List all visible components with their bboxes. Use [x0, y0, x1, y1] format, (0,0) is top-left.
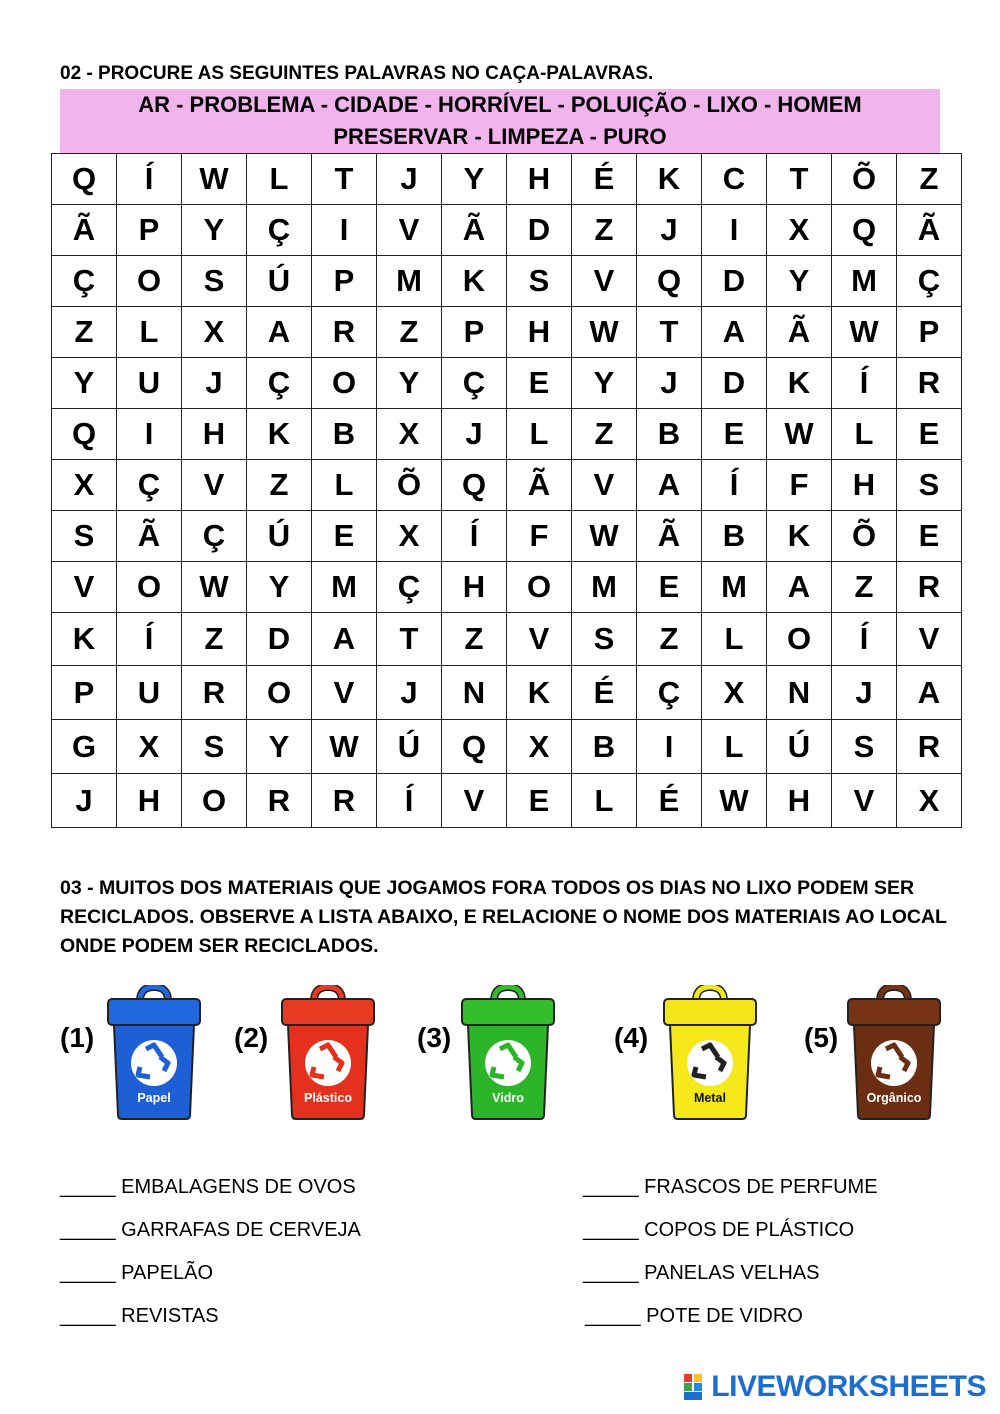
grid-cell[interactable]: P — [312, 256, 377, 307]
grid-cell[interactable]: W — [702, 774, 767, 828]
grid-cell[interactable]: É — [637, 774, 702, 828]
grid-cell[interactable]: Q — [637, 256, 702, 307]
grid-cell[interactable]: X — [507, 720, 572, 774]
grid-cell[interactable]: N — [767, 666, 832, 720]
grid-cell[interactable]: W — [572, 511, 637, 562]
grid-cell[interactable]: Ã — [52, 205, 117, 256]
grid-cell[interactable]: V — [897, 613, 962, 666]
grid-cell[interactable]: Õ — [377, 460, 442, 511]
grid-cell[interactable]: W — [832, 307, 897, 358]
grid-cell[interactable]: M — [702, 562, 767, 613]
grid-cell[interactable]: K — [767, 511, 832, 562]
word-search-grid — [51, 153, 962, 828]
recycling-bin-organic — [846, 985, 942, 1121]
grid-cell[interactable]: U — [117, 666, 182, 720]
grid-cell[interactable]: Ã — [442, 205, 507, 256]
word-list-line-2: PRESERVAR - LIMPEZA - PURO — [333, 124, 667, 149]
grid-cell[interactable]: Y — [52, 358, 117, 409]
grid-row — [52, 205, 962, 256]
word-list-box — [60, 89, 940, 153]
grid-cell[interactable]: X — [767, 205, 832, 256]
grid-cell[interactable]: Y — [247, 562, 312, 613]
grid-cell[interactable]: E — [312, 511, 377, 562]
grid-cell[interactable]: J — [442, 409, 507, 460]
grid-cell[interactable]: M — [572, 562, 637, 613]
grid-cell[interactable]: O — [117, 256, 182, 307]
grid-cell[interactable]: Y — [377, 358, 442, 409]
grid-cell[interactable]: Z — [442, 613, 507, 666]
grid-row — [52, 358, 962, 409]
grid-cell[interactable]: B — [572, 720, 637, 774]
grid-cell[interactable]: Ã — [507, 460, 572, 511]
grid-cell[interactable]: T — [312, 154, 377, 205]
grid-cell[interactable]: C — [702, 154, 767, 205]
grid-cell[interactable]: B — [637, 409, 702, 460]
grid-cell[interactable]: R — [312, 307, 377, 358]
grid-cell[interactable]: U — [117, 358, 182, 409]
grid-cell[interactable]: Õ — [832, 511, 897, 562]
grid-cell[interactable]: B — [312, 409, 377, 460]
grid-cell[interactable]: Í — [442, 511, 507, 562]
grid-cell[interactable]: X — [377, 511, 442, 562]
recycle-symbol-icon — [305, 1040, 351, 1086]
grid-cell[interactable]: X — [52, 460, 117, 511]
grid-cell[interactable]: M — [377, 256, 442, 307]
material-item-left-2[interactable]: _____ GARRAFAS DE CERVEJA — [60, 1219, 361, 1241]
grid-cell[interactable]: R — [897, 720, 962, 774]
bin-label: Metal — [694, 1091, 726, 1105]
grid-cell[interactable]: R — [312, 774, 377, 828]
grid-cell[interactable]: E — [507, 774, 572, 828]
grid-cell[interactable]: V — [572, 460, 637, 511]
grid-cell[interactable]: Z — [572, 409, 637, 460]
grid-cell[interactable]: Í — [702, 460, 767, 511]
grid-cell[interactable]: Ç — [377, 562, 442, 613]
grid-cell[interactable]: L — [312, 460, 377, 511]
grid-cell[interactable]: D — [702, 358, 767, 409]
grid-cell[interactable]: Í — [117, 154, 182, 205]
recycle-symbol-icon — [131, 1040, 177, 1086]
grid-cell[interactable]: Z — [572, 205, 637, 256]
bin-number-3: (3) — [417, 1022, 452, 1053]
grid-cell[interactable]: X — [702, 666, 767, 720]
grid-cell[interactable]: V — [832, 774, 897, 828]
grid-cell[interactable]: Y — [767, 256, 832, 307]
grid-cell[interactable]: N — [442, 666, 507, 720]
grid-cell[interactable]: T — [377, 613, 442, 666]
grid-cell[interactable]: Í — [832, 358, 897, 409]
grid-cell[interactable]: Ç — [637, 666, 702, 720]
grid-cell[interactable]: O — [507, 562, 572, 613]
grid-row — [52, 666, 962, 720]
grid-cell[interactable]: K — [637, 154, 702, 205]
grid-cell[interactable]: X — [117, 720, 182, 774]
grid-cell[interactable]: Í — [832, 613, 897, 666]
grid-cell[interactable]: L — [507, 409, 572, 460]
grid-cell[interactable]: B — [702, 511, 767, 562]
bin-number-4: (4) — [614, 1022, 649, 1053]
grid-cell[interactable]: Y — [247, 720, 312, 774]
grid-cell[interactable]: R — [182, 666, 247, 720]
grid-cell[interactable]: P — [52, 666, 117, 720]
grid-cell[interactable]: I — [117, 409, 182, 460]
grid-cell[interactable]: D — [507, 205, 572, 256]
material-item-left-4[interactable]: _____ REVISTAS — [60, 1305, 219, 1327]
grid-cell[interactable]: Y — [442, 154, 507, 205]
question-2-title: 02 - PROCURE AS SEGUINTES PALAVRAS NO CAÇA-PALAVRAS. — [60, 63, 654, 84]
grid-cell[interactable]: O — [312, 358, 377, 409]
liveworksheets-brand[interactable]: LIVEWORKSHEETS — [711, 1370, 986, 1403]
grid-cell[interactable]: F — [767, 460, 832, 511]
grid-cell[interactable]: M — [312, 562, 377, 613]
material-item-left-3[interactable]: _____ PAPELÃO — [60, 1262, 214, 1284]
grid-cell[interactable]: V — [507, 613, 572, 666]
grid-cell[interactable]: S — [897, 460, 962, 511]
grid-cell[interactable]: W — [182, 154, 247, 205]
material-item-right-2[interactable]: _____ COPOS DE PLÁSTICO — [583, 1219, 855, 1241]
grid-cell[interactable]: Í — [117, 613, 182, 666]
grid-cell[interactable]: K — [52, 613, 117, 666]
grid-cell[interactable]: W — [572, 307, 637, 358]
grid-cell[interactable]: O — [247, 666, 312, 720]
grid-cell[interactable]: R — [897, 562, 962, 613]
bin-number-2: (2) — [234, 1022, 269, 1053]
grid-cell[interactable]: P — [117, 205, 182, 256]
grid-cell[interactable]: O — [182, 774, 247, 828]
grid-cell[interactable]: J — [377, 154, 442, 205]
grid-cell[interactable]: E — [507, 358, 572, 409]
grid-cell[interactable]: H — [832, 460, 897, 511]
grid-cell[interactable]: A — [767, 562, 832, 613]
grid-cell[interactable]: Õ — [832, 154, 897, 205]
grid-cell[interactable]: Ã — [117, 511, 182, 562]
grid-cell[interactable]: Q — [442, 720, 507, 774]
material-item-right-3[interactable]: _____ PANELAS VELHAS — [583, 1262, 820, 1284]
grid-cell[interactable]: A — [247, 307, 312, 358]
grid-cell[interactable]: F — [507, 511, 572, 562]
recycling-bin-glass — [460, 985, 556, 1121]
grid-cell[interactable]: V — [52, 562, 117, 613]
bin-number-1: (1) — [60, 1022, 95, 1053]
grid-row — [52, 307, 962, 358]
grid-cell[interactable]: S — [832, 720, 897, 774]
grid-cell[interactable]: X — [377, 409, 442, 460]
grid-cell[interactable]: Ú — [377, 720, 442, 774]
grid-cell[interactable]: L — [702, 613, 767, 666]
grid-cell[interactable]: L — [117, 307, 182, 358]
grid-cell[interactable]: Ú — [247, 256, 312, 307]
grid-cell[interactable]: Ç — [117, 460, 182, 511]
liveworksheets-logo-icon — [684, 1374, 702, 1400]
grid-cell[interactable]: Ç — [442, 358, 507, 409]
grid-cell[interactable]: O — [117, 562, 182, 613]
grid-cell[interactable]: H — [182, 409, 247, 460]
grid-cell[interactable]: L — [572, 774, 637, 828]
grid-cell[interactable]: E — [897, 511, 962, 562]
grid-cell[interactable]: A — [702, 307, 767, 358]
grid-cell[interactable]: W — [182, 562, 247, 613]
grid-cell[interactable]: L — [832, 409, 897, 460]
grid-cell[interactable]: P — [442, 307, 507, 358]
grid-cell[interactable]: Í — [377, 774, 442, 828]
grid-cell[interactable]: Z — [897, 154, 962, 205]
grid-cell[interactable]: T — [637, 307, 702, 358]
grid-cell[interactable]: Ã — [767, 307, 832, 358]
grid-cell[interactable]: S — [52, 511, 117, 562]
recycle-symbol-icon — [687, 1040, 733, 1086]
grid-cell[interactable]: D — [247, 613, 312, 666]
grid-cell[interactable]: S — [182, 720, 247, 774]
question-3-line-3: ONDE PODEM SER RECICLADOS. — [60, 935, 379, 957]
grid-cell[interactable]: Ú — [247, 511, 312, 562]
grid-cell[interactable]: V — [442, 774, 507, 828]
grid-cell[interactable]: W — [767, 409, 832, 460]
grid-cell[interactable]: K — [507, 666, 572, 720]
grid-cell[interactable]: Q — [52, 409, 117, 460]
grid-row — [52, 154, 962, 205]
grid-cell[interactable]: H — [767, 774, 832, 828]
grid-cell[interactable]: M — [832, 256, 897, 307]
bin-label: Papel — [137, 1091, 171, 1105]
grid-cell[interactable]: V — [312, 666, 377, 720]
grid-cell[interactable]: J — [52, 774, 117, 828]
word-list-line-1: AR - PROBLEMA - CIDADE - HORRÍVEL - POLUIÇÃO - LIXO - HOMEM — [138, 92, 862, 117]
grid-cell[interactable]: H — [442, 562, 507, 613]
grid-cell[interactable]: K — [442, 256, 507, 307]
grid-cell[interactable]: Z — [377, 307, 442, 358]
question-3-line-1: 03 - MUITOS DOS MATERIAIS QUE JOGAMOS FORA TODOS OS DIAS NO LIXO PODEM SER — [60, 877, 915, 899]
question-3-line-2: RECICLADOS. OBSERVE A LISTA ABAIXO, E RELACIONE O NOME DOS MATERIAIS AO LOCAL — [60, 906, 947, 928]
grid-cell[interactable]: V — [182, 460, 247, 511]
grid-row — [52, 562, 962, 613]
grid-cell[interactable]: Q — [52, 154, 117, 205]
grid-cell[interactable]: L — [247, 154, 312, 205]
grid-cell[interactable]: Q — [442, 460, 507, 511]
grid-cell[interactable]: D — [702, 256, 767, 307]
grid-cell[interactable]: É — [572, 666, 637, 720]
grid-cell[interactable]: L — [702, 720, 767, 774]
grid-cell[interactable]: Ç — [247, 205, 312, 256]
grid-cell[interactable]: Ã — [897, 205, 962, 256]
grid-cell[interactable]: S — [182, 256, 247, 307]
grid-cell[interactable]: I — [637, 720, 702, 774]
grid-cell[interactable]: H — [507, 154, 572, 205]
question-3-instructions — [60, 874, 950, 961]
grid-cell[interactable]: H — [507, 307, 572, 358]
grid-cell[interactable]: J — [637, 358, 702, 409]
grid-cell[interactable]: Z — [52, 307, 117, 358]
grid-cell[interactable]: E — [637, 562, 702, 613]
grid-cell[interactable]: J — [637, 205, 702, 256]
grid-cell[interactable]: H — [117, 774, 182, 828]
grid-cell[interactable]: Z — [247, 460, 312, 511]
grid-cell[interactable]: Ú — [767, 720, 832, 774]
material-item-right-4[interactable]: _____ POTE DE VIDRO — [585, 1305, 803, 1327]
material-item-right-1[interactable]: _____ FRASCOS DE PERFUME — [583, 1176, 878, 1198]
grid-cell[interactable]: I — [312, 205, 377, 256]
grid-cell[interactable]: E — [897, 409, 962, 460]
grid-cell[interactable]: A — [897, 666, 962, 720]
grid-cell[interactable]: R — [247, 774, 312, 828]
grid-cell[interactable]: X — [897, 774, 962, 828]
grid-cell[interactable]: I — [702, 205, 767, 256]
grid-cell[interactable]: Ç — [182, 511, 247, 562]
grid-row — [52, 256, 962, 307]
grid-cell[interactable]: K — [767, 358, 832, 409]
bin-label: Orgânico — [866, 1091, 922, 1105]
grid-cell[interactable]: W — [312, 720, 377, 774]
grid-cell[interactable]: Ç — [247, 358, 312, 409]
recycling-bin-metal — [662, 985, 758, 1121]
material-item-left-1[interactable]: _____ EMBALAGENS DE OVOS — [60, 1176, 356, 1198]
recycling-bin-plastic — [280, 985, 376, 1121]
grid-cell[interactable]: Ã — [637, 511, 702, 562]
grid-row — [52, 460, 962, 511]
grid-cell[interactable]: J — [182, 358, 247, 409]
bin-label: Plástico — [304, 1091, 352, 1105]
grid-cell[interactable]: V — [377, 205, 442, 256]
grid-cell[interactable]: Y — [182, 205, 247, 256]
grid-row — [52, 774, 962, 828]
grid-row — [52, 511, 962, 562]
grid-cell[interactable]: T — [767, 154, 832, 205]
grid-cell[interactable]: Z — [182, 613, 247, 666]
grid-cell[interactable]: É — [572, 154, 637, 205]
recycle-symbol-icon — [871, 1040, 917, 1086]
bin-number-5: (5) — [804, 1022, 839, 1053]
grid-cell[interactable]: S — [572, 613, 637, 666]
grid-row — [52, 613, 962, 666]
grid-cell[interactable]: A — [637, 460, 702, 511]
grid-row — [52, 720, 962, 774]
grid-cell[interactable]: O — [767, 613, 832, 666]
recycle-symbol-icon — [485, 1040, 531, 1086]
grid-cell[interactable]: Q — [832, 205, 897, 256]
grid-cell[interactable]: Y — [572, 358, 637, 409]
grid-cell[interactable]: P — [897, 307, 962, 358]
grid-cell[interactable]: Z — [832, 562, 897, 613]
recycling-bin-paper — [106, 985, 202, 1121]
grid-cell[interactable]: R — [897, 358, 962, 409]
grid-cell[interactable]: V — [572, 256, 637, 307]
grid-cell[interactable]: Z — [637, 613, 702, 666]
grid-cell[interactable]: Ç — [897, 256, 962, 307]
bin-label: Vidro — [492, 1091, 524, 1105]
grid-cell[interactable]: A — [312, 613, 377, 666]
grid-cell[interactable]: G — [52, 720, 117, 774]
grid-cell[interactable]: X — [182, 307, 247, 358]
grid-cell[interactable]: K — [247, 409, 312, 460]
grid-cell[interactable]: E — [702, 409, 767, 460]
grid-cell[interactable]: Ç — [52, 256, 117, 307]
grid-row — [52, 409, 962, 460]
grid-cell[interactable]: J — [832, 666, 897, 720]
grid-cell[interactable]: S — [507, 256, 572, 307]
grid-cell[interactable]: J — [377, 666, 442, 720]
